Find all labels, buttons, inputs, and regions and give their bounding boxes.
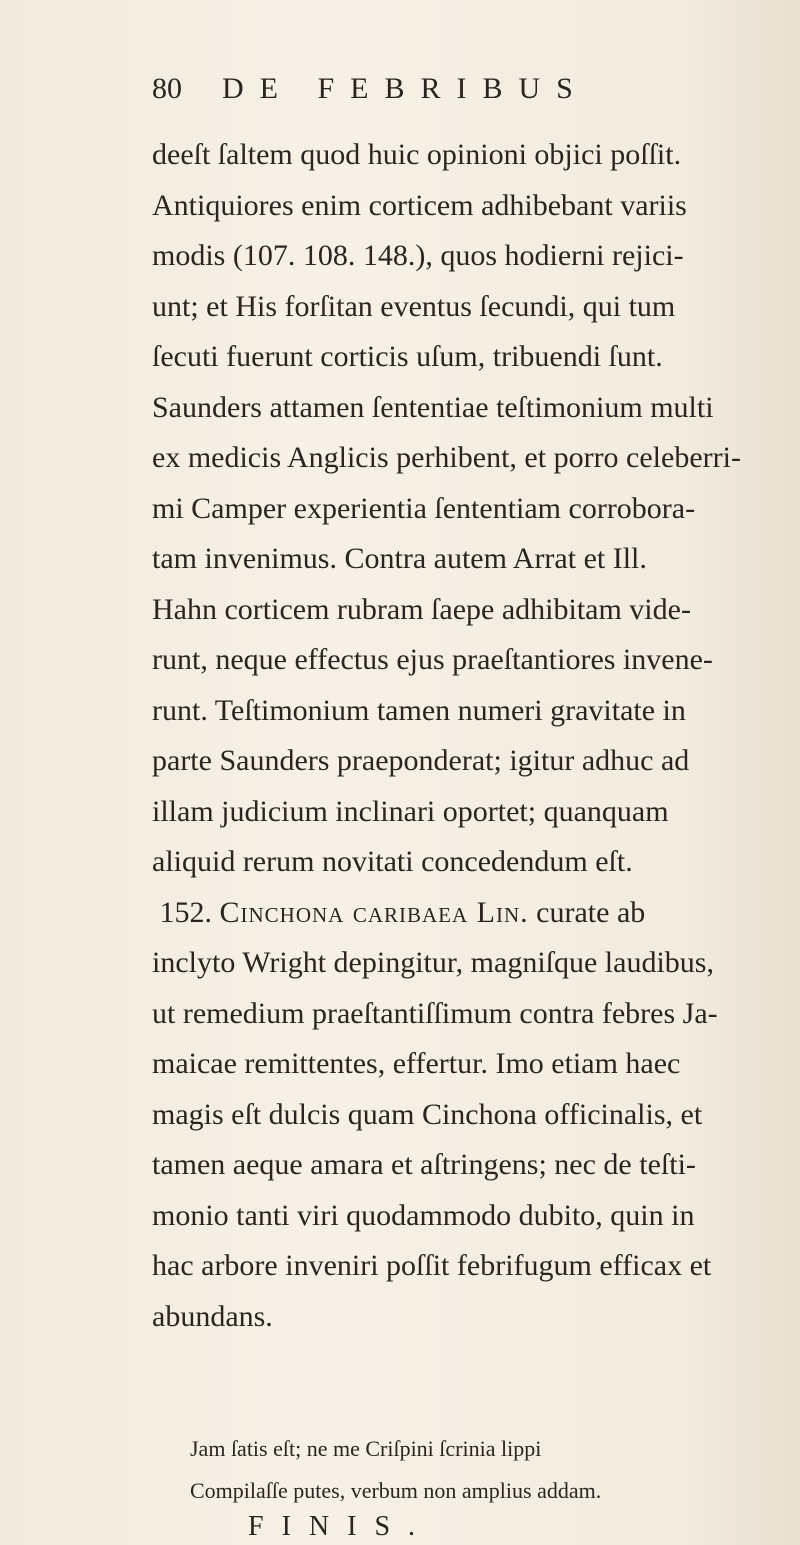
- text-line: runt. Teſtimonium tamen numeri gravitate in: [152, 693, 686, 727]
- text-line: runt, neque effectus ejus praeſtantiores invene-: [152, 643, 713, 676]
- body-text: [152, 130, 800, 1342]
- text-line: magis eſt dulcis quam Cinchona officinalis, et: [152, 1097, 703, 1131]
- text-line: unt; et His forſitan eventus ſecundi, qui tum: [152, 289, 676, 323]
- text-line: Hahn corticem rubram ſaepe adhibitam vide-: [152, 592, 691, 626]
- section-number: 152.: [159, 895, 212, 929]
- text-line: tam invenimus. Contra autem Arrat et Ill.: [152, 542, 647, 575]
- section-title: Cinchona caribaea Lin.: [219, 895, 529, 929]
- closing-quote: [190, 1428, 800, 1512]
- text-line: Antiquiores enim corticem adhibebant variis: [152, 188, 687, 222]
- text-line: ſecuti fuerunt corticis uſum, tribuendi ſunt.: [152, 340, 663, 373]
- text-line: Saunders attamen ſententiae teſtimonium multi: [152, 390, 714, 424]
- text-line: mi Camper experientia ſententiam corrobora-: [152, 491, 696, 525]
- text-line: parte Saunders praeponderat; igitur adhuc ad: [152, 744, 690, 777]
- text-line: deeſt ſaltem quod huic opinioni objici poſſit.: [152, 138, 682, 171]
- section-first-line-rest: curate ab: [536, 895, 646, 929]
- text-line: abundans.: [152, 1299, 273, 1333]
- quote-line: Compilaſſe putes, verbum non amplius addam.: [190, 1478, 602, 1503]
- finis-mark: FINIS.: [248, 1511, 434, 1542]
- text-line: ex medicis Anglicis perhibent, et porro celeberri-: [152, 441, 741, 474]
- section-heading-line: [152, 888, 800, 939]
- text-line: modis (107. 108. 148.), quos hodierni rejici-: [152, 239, 684, 272]
- running-title: DE FEBRIBUS: [222, 72, 589, 105]
- text-line: illam judicium inclinari oportet; quanquam: [152, 794, 669, 828]
- text-line: hac arbore inveniri poſſit febrifugum efficax et: [152, 1249, 712, 1282]
- text-line: ut remedium praeſtantiſſimum contra febres Ja-: [152, 996, 718, 1030]
- text-line: maicae remittentes, effertur. Imo etiam haec: [152, 1047, 681, 1080]
- text-line: tamen aeque amara et aſtringens; nec de teſti-: [152, 1148, 696, 1181]
- text-line: inclyto Wright depingitur, magniſque laudibus,: [152, 946, 714, 979]
- page-header: [152, 72, 712, 106]
- text-line: aliquid rerum novitati concedendum eſt.: [152, 845, 633, 878]
- quote-line: Jam ſatis eſt; ne me Criſpini ſcrinia lippi: [190, 1436, 542, 1461]
- page-number: 80: [152, 72, 182, 105]
- text-line: monio tanti viri quodammodo dubito, quin in: [152, 1198, 695, 1232]
